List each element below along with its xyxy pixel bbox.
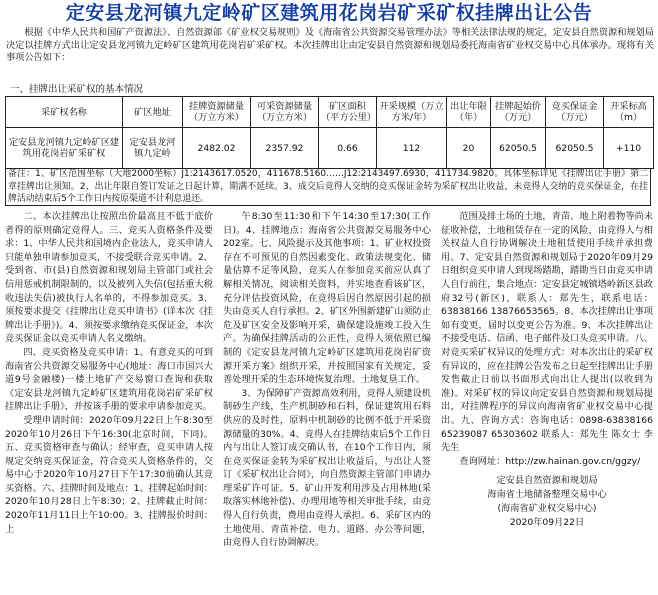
table-header-cell: 矿区地址 — [123, 97, 183, 128]
table-cell: 0.66 — [319, 128, 377, 169]
table-header-cell: 挂牌起始价（万元） — [491, 97, 546, 128]
table-header-cell: 开采规模（万立方米/年） — [377, 97, 447, 128]
intro-paragraph: 根据《中华人民共和国矿产资源法》、自然资源部《矿业权交易规则》及《海南省公共资源交易管理办法》等相关法律法规的规定，定安县自然资源和规划局决定以挂牌方式出让定安县龙河镇九定岭矿区建筑用花岗岩矿采矿权。本次挂牌出让由定安县自然资源和规划局委托海南省矿业权交易中心具体承办。现将有关事项公告如下： — [6, 27, 654, 63]
signature-line: (海南省矿业权交易中心) — [497, 503, 597, 515]
body-columns — [5, 210, 653, 595]
table-row — [6, 128, 654, 169]
table-header-cell: 开采标高（m） — [604, 97, 654, 128]
table-header-cell: 挂牌资源储量（万立方米） — [183, 97, 251, 128]
table-note: 备注：1、矿区范围坐标（大地2000坐标）J1:2143617.0520，411678.5160……J12:2143497.6930，411734.9820。具体坐标详见《挂牌出让手册》第二章挂牌出让须知。2、出让年限自签订发证之日起计算，期满不延续。3、成交后竞得人交纳的竞买保证金转为采矿权出让收益，未竞得人交纳的竞买保证金，在挂牌活动结束后5个工作日内按原渠道不计利息退还。 — [5, 168, 651, 206]
table-cell: 20 — [447, 128, 491, 169]
table-cell: 定安县龙河镇九定岭 — [123, 128, 183, 169]
body-paragraph: 受理申请时间：2020年09月22日上午8:30至2020年10月26日下午16:30(北京时间，下同)。五、竞买资格审查与确认：经审查，竞买申请人按规定交纳竞买保证金，符合竞买人资格条件的，交易中心于2020年10月27日下午17:30前确认其竞买资格。六、挂牌时间及地点：1、挂牌起始时间：2020年10月28日上午8:30；2、挂牌截止时间：2020年11月11日上午10:00。3、挂牌报价时间：上 — [5, 414, 213, 535]
query-url[interactable]: 查询网址：http://zw.hainan.gov.cn/ggzy/ — [459, 455, 641, 467]
body-paragraph: 午8:30至11:30和下午14:30至17:30(工作日)。4、挂牌地点：海南省公共资源交易服务中心202室。七、风险提示及其他事项：1、矿业权投资存在不可预见的自然因素变化、政策法规变化、储量估算不足等风险，竞买人在参加竞买前应认真了解相关情况，阅读相关资料，并实地查看该矿区，充分评估投资风险，在竞得后因自然原因引起的损失由竞买人自行承担。2、矿区外围新建矿山须防止危及矿区安全及影响开采，确保建设施竣工投入生产。为确保挂牌活动的公正性，竞得人须依照已编制的《定安县龙河镇九定岭矿区建筑用花岗岩矿资源开采方案》组织开采，并按照国家有关规定，妥善处理开采的生态环境恢复治理、土地复垦工作。 — [223, 211, 431, 386]
mining-rights-table — [5, 96, 654, 169]
signature-line: 海南省土地储备整理交易中心 — [487, 489, 607, 501]
signature-block — [441, 474, 653, 530]
table-cell: 62050.5 — [546, 128, 604, 169]
table-cell: 112 — [377, 128, 447, 169]
table-header-cell: 采矿权名称 — [6, 97, 123, 128]
body-paragraph: 范围及排土场的土地，青苗、地上附着物等尚未征收补偿，土地租赁存在一定的风险，由竞得人与相关权益人自行协调解决土地租赁使用手续并承担费用。7、定安县自然资源和规划局于2020年09月29日组织竞买申请人到现场踏勘，踏勘当日由竞买申请人自行前往，集合地点：定安县定城镇塔岭新区县政府32号(新区)，联系人：郑先生，联系电话：63838166 13876653565。8、本次挂牌出让事项如有变更，届时以变更公告为准。9、本次挂牌出让不接受电话、信函、电子邮件及口头竞买申请。八、对竞买采矿权异议的处理方式：对本次出让的采矿权有异议的，应在挂牌公告发布之日起至挂牌出让手册发售截止日前以书面形式向出让人提出(以收到为准)。对采矿权的异议向定安县自然资源和规划局提出，对挂牌程序的异议向海南省矿业权交易中心提出。九、咨询方式：咨询电话：0898-63838166 65239087 65303602 联系人：郑先生 陈女士 李先生 — [441, 211, 653, 454]
table-header-row — [6, 97, 654, 128]
table-cell: 定安县龙河镇九定岭矿区建筑用花岗岩矿采矿权 — [6, 128, 123, 169]
table-header-cell: 出让年限（年） — [447, 97, 491, 128]
body-paragraph: 四、竞买资格及竞买申请：1、有意竞买的可到海南省公共资源交易服务中心(地址：海口市国兴大道9号金融楼)一楼土地矿产交易窗口查询和获取《定安县龙河镇九定岭矿区建筑用花岗岩矿采矿权挂牌出让手册》，并按该手册的要求申请参加竞买。 — [5, 346, 213, 413]
body-column-2 — [223, 210, 431, 595]
table-cell: 2482.02 — [183, 128, 251, 169]
body-column-1 — [5, 210, 213, 595]
announcement-title: 定安县龙河镇九定岭矿区建筑用花岗岩矿采矿权挂牌出让公告 — [65, 2, 593, 24]
table-header-cell: 矿区面积（平方公里） — [319, 97, 377, 128]
table-header-cell: 可采资源储量（万立方米） — [251, 97, 319, 128]
table-cell: 62050.5 — [491, 128, 546, 169]
body-column-3 — [441, 210, 653, 595]
table-header-cell: 竞买保证金（万元） — [546, 97, 604, 128]
signature-date: 2020年09月22日 — [509, 517, 585, 529]
table-cell: 2357.92 — [251, 128, 319, 169]
body-paragraph: 二、本次挂牌出让按照出价最高且不低于底价者得的原则确定竞得人。三、竞买人资格条件及要求：1、中华人民共和国境内企业法人，竞买申请人只能单独申请参加竞买，不接受联合竞买申请。2、受到省、市(县)自然资源和规划局主管部门或社会信用惩戒机制限制的，以及被列入失信(包括重大税收违法失信)被执行人名单的，不得参加竞买。3、须按要求提交《挂牌出让竞买申请书》(详本次《挂牌出让手册》)。4、须按要求缴纳竞买保证金，本次竞买保证金以竞买申请人名义缴纳。 — [5, 211, 213, 345]
signature-line: 定安县自然资源和规划局 — [496, 475, 598, 487]
body-paragraph: 3、为保障矿产资源高效利用，竞得人须建设机制砂生产线，生产机制砂和石料，保证建筑用石料供应的及时性，原料中机制砂的比例不低于开采资源储量的30%。4、竞得人在挂牌结束后5个工作日内与出让人签订成交确认书，在10个工作日内，须在竞买保证金转为采矿权出让收益后，与出让人签订《采矿权出让合同》，向自然资源主管部门申请办理采矿许可证。5、矿山开发利用涉及占用林地(采取落实林地补偿)、办理用地等相关审批手续，由竞得人自行负责，费用由竞得人承担。6、采矿区内的土地使用、青苗补偿、电力、道路、办公等问题，由竞得人自行协调解决。 — [223, 387, 431, 549]
section-heading: 一、挂牌出让采矿权的基本情况 — [10, 84, 144, 95]
table-cell: +110 — [604, 128, 654, 169]
